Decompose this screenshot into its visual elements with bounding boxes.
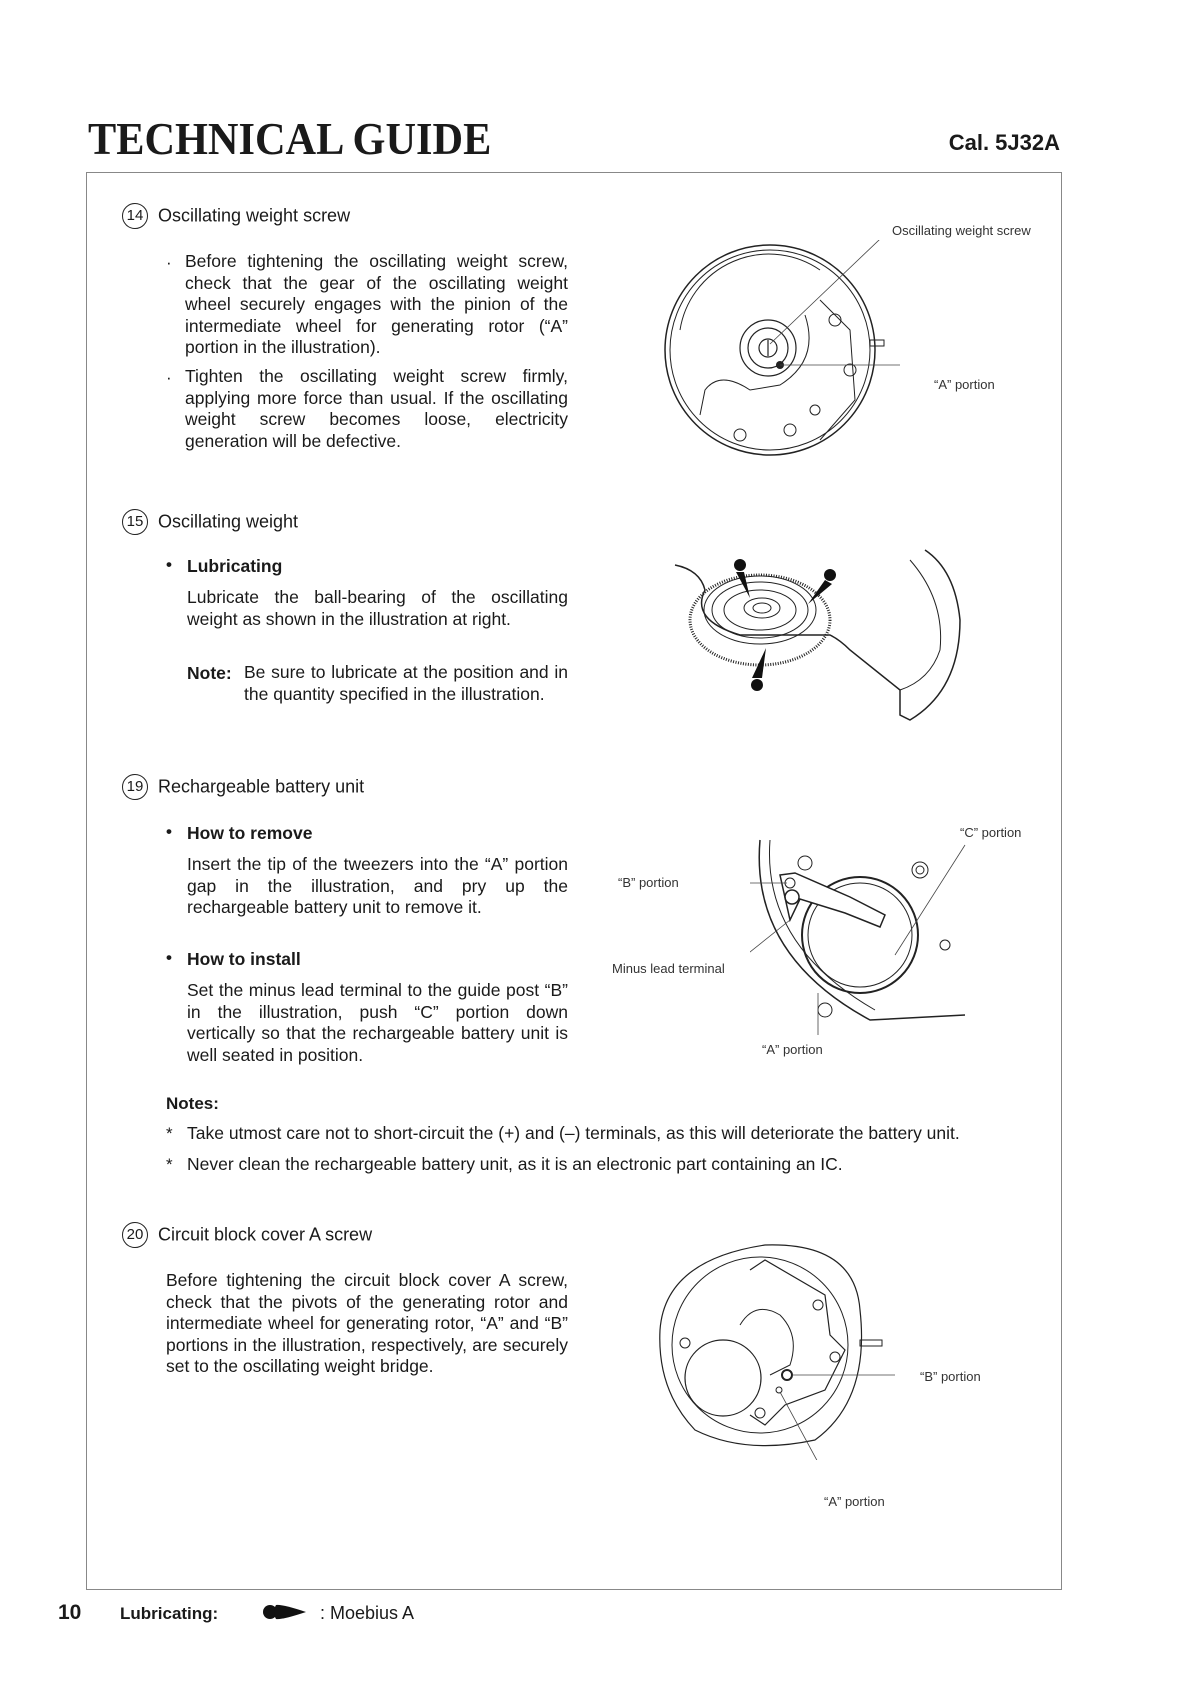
section-14-heading (122, 203, 350, 229)
label-a-portion: “A” portion (934, 377, 995, 392)
note-text: Be sure to lubricate at the position and in the quantity specified in the illustration. (244, 662, 568, 704)
section-14-bullet-1: Before tightening the oscillating weight screw, check that the gear of the oscillating weight wheel securely engages with the pinion of the intermediate wheel for generating rotor (“A” portion in the illustration). (185, 251, 568, 357)
subheading-lubricating: Lubricating (187, 556, 283, 576)
label-c-portion: “C” portion (960, 825, 1022, 840)
bullet-icon: · (166, 368, 172, 387)
section-title: Rechargeable battery unit (158, 776, 365, 797)
remove-text: Insert the tip of the tweezers into the “A” portion gap in the illustration, and pry up the rechargeable battery unit to remove it. (187, 854, 568, 917)
bullet-icon: • (166, 822, 172, 841)
circuit-block-cover-illustration (655, 1240, 895, 1460)
oscillating-weight-screw-illustration (660, 240, 900, 460)
note-item: Never clean the rechargeable battery unit, as it is an electronic part containing an IC. (187, 1154, 843, 1174)
section-15-text: Lubricate the ball-bearing of the oscillating weight as shown in the illustration at right. (187, 587, 568, 629)
label-a-portion: “A” portion (824, 1494, 885, 1509)
label-b-portion: “B” portion (920, 1369, 981, 1384)
section-14-bullet-2: Tighten the oscillating weight screw firmly, applying more force than usual. If the oscillating weight screw becomes loose, electricity generation will be defective. (185, 366, 568, 451)
label-minus-lead-terminal: Minus lead terminal (612, 961, 725, 976)
install-text: Set the minus lead terminal to the guide post “B” in the illustration, push “C” portion down vertically so that the rechargeable battery unit is well seated in position. (187, 980, 568, 1065)
page-number: 10 (58, 1601, 82, 1624)
section-20-heading (122, 1222, 372, 1248)
section-title: Oscillating weight screw (158, 205, 351, 226)
notes-title: Notes: (166, 1094, 219, 1113)
bullet-icon: • (166, 555, 172, 574)
oil-drop-icon (262, 1603, 312, 1621)
section-number: 19 (122, 774, 148, 800)
lubricating-label: Lubricating: (120, 1604, 219, 1623)
note-label: Note: (187, 663, 232, 683)
battery-unit-illustration (750, 835, 970, 1035)
subheading-how-to-remove: How to remove (187, 823, 313, 843)
section-20-text: Before tightening the circuit block cover A screw, check that the pivots of the generating rotor and intermediate wheel for generating rotor, “A” and “B” portions in the illustration, respectively, are securely set to the oscillating weight bridge. (166, 1270, 568, 1376)
section-15-heading (122, 509, 298, 535)
section-number: 14 (122, 203, 148, 229)
bullet-icon: • (166, 948, 172, 967)
oscillating-weight-lubrication-illustration (670, 540, 970, 740)
section-number: 15 (122, 509, 148, 535)
label-oscillating-weight-screw: Oscillating weight screw (892, 223, 1031, 238)
label-b-portion: “B” portion (618, 875, 679, 890)
section-number: 20 (122, 1222, 148, 1248)
oil-name: : Moebius A (320, 1603, 415, 1623)
caliber-label: Cal. 5J32A (948, 130, 1060, 155)
asterisk-icon: * (166, 1155, 173, 1174)
bullet-icon: · (166, 253, 172, 272)
section-title: Oscillating weight (158, 511, 299, 532)
section-19-heading (122, 774, 364, 800)
subheading-how-to-install: How to install (187, 949, 301, 969)
page-title: TECHNICAL GUIDE (88, 113, 492, 164)
note-item: Take utmost care not to short-circuit the (+) and (–) terminals, as this will deteriorate the battery unit. (187, 1123, 960, 1143)
asterisk-icon: * (166, 1124, 173, 1143)
label-a-portion: “A” portion (762, 1042, 823, 1057)
section-title: Circuit block cover A screw (158, 1224, 373, 1245)
